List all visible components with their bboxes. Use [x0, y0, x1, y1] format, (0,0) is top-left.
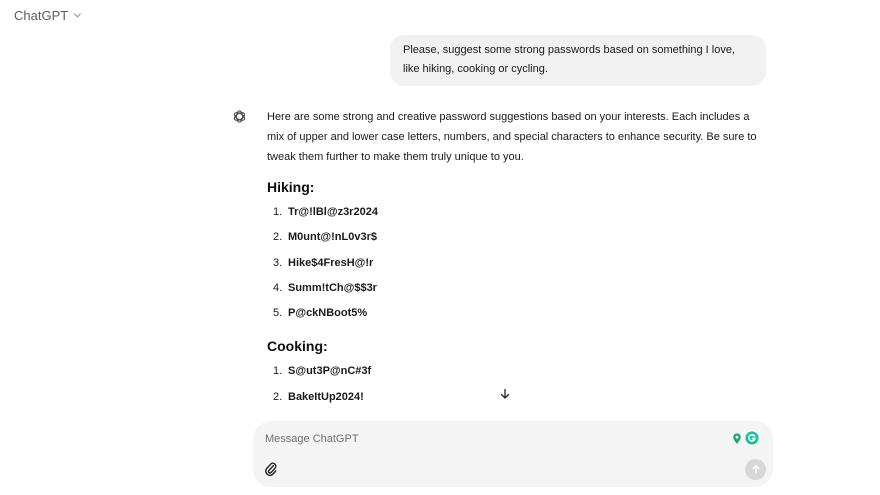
list-number: 2. [273, 231, 283, 244]
arrow-down-icon [499, 387, 511, 405]
list-item [267, 281, 767, 306]
section-heading-hiking: Hiking: [267, 179, 315, 195]
arrow-up-icon [751, 461, 761, 479]
list-number: 3. [273, 256, 283, 269]
user-message: Please, suggest some strong passwords based on something I love, like hiking, cooking or cycling. [390, 35, 766, 86]
message-composer [253, 421, 773, 487]
password-text: Hike$4FresH@!r [288, 256, 374, 269]
chevron-down-icon [73, 11, 82, 20]
password-text: Summ!tCh@$$3r [288, 281, 377, 294]
list-number: 2. [273, 390, 283, 403]
list-number: 1. [273, 206, 283, 218]
password-text: P@ckNBoot5% [288, 307, 368, 319]
message-input[interactable] [265, 430, 705, 448]
list-item [267, 364, 767, 389]
password-text: M0unt@!nL0v3r$ [288, 231, 377, 244]
password-text: BakeItUp2024! [288, 390, 364, 403]
paperclip-icon[interactable] [264, 461, 278, 482]
password-list-cooking [267, 364, 767, 415]
app-title: ChatGPT [14, 8, 69, 23]
grammarly-icon[interactable] [745, 431, 759, 450]
list-item [267, 230, 767, 255]
model-selector[interactable] [14, 8, 82, 23]
password-text: S@ut3P@nC#3f [288, 365, 372, 378]
openai-logo-icon [231, 108, 248, 125]
scroll-to-bottom-button[interactable] [492, 383, 517, 408]
list-number: 5. [273, 307, 283, 319]
password-text: Tr@!lBl@z3r2024 [288, 206, 378, 218]
send-button[interactable] [745, 459, 766, 480]
list-item [267, 256, 767, 281]
list-item [267, 306, 767, 331]
password-list-hiking [267, 205, 767, 331]
section-heading-cooking: Cooking: [267, 338, 328, 355]
extension-icons [732, 431, 759, 450]
assistant-message [267, 107, 767, 415]
list-number: 4. [273, 281, 283, 294]
list-item [267, 390, 767, 415]
assistant-intro: Here are some strong and creative password suggestions based on your interests. Each includes a mix of upper and lower case letters, numbers, and special characters to enhance security. Be sure to tweak them further to make them truly unique to you. [267, 111, 757, 163]
list-item [267, 205, 767, 230]
location-pin-icon[interactable] [732, 432, 742, 450]
list-number: 1. [273, 365, 283, 378]
